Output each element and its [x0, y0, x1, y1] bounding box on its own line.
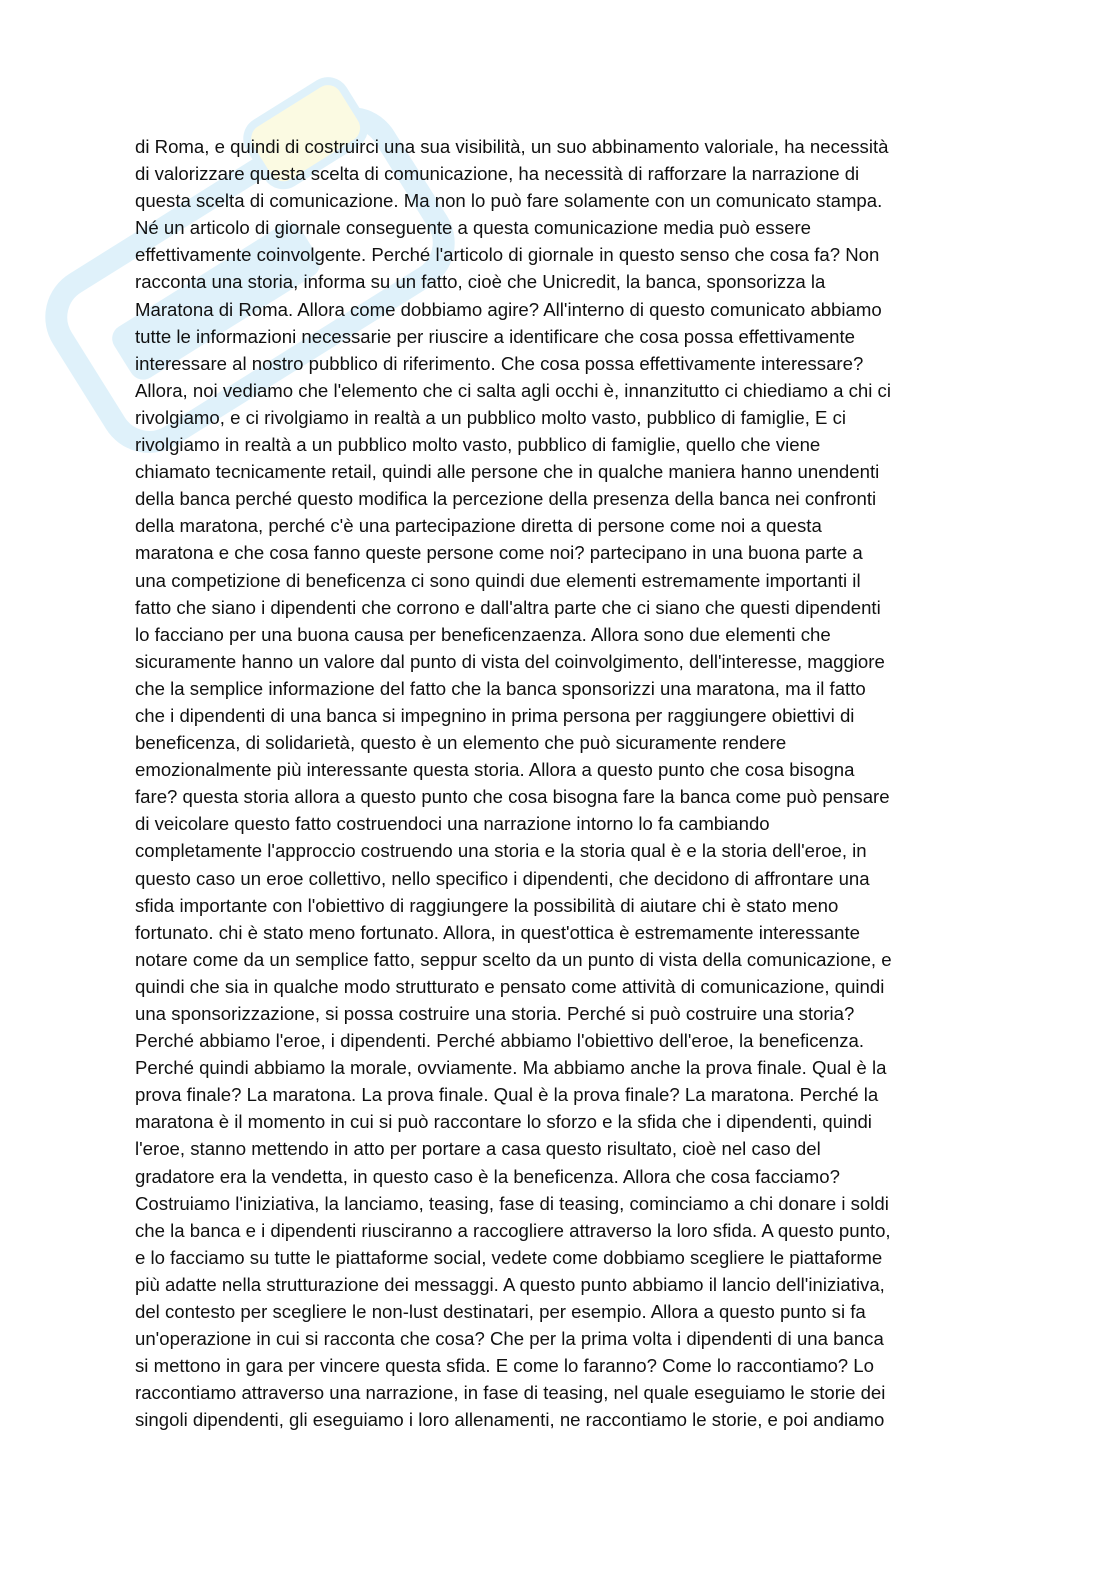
text-line: di Roma, e quindi di costruirci una sua visibilità, un suo abbinamento valoriale, ha necessità — [135, 136, 889, 157]
text-line: singoli dipendenti, gli eseguiamo i loro allenamenti, ne raccontiamo le storie, e poi andiamo — [135, 1409, 885, 1431]
text-line: questo caso un eroe collettivo, nello specifico i dipendenti, che decidono di affrontare una — [135, 867, 870, 889]
text-line: che la semplice informazione del fatto che la banca sponsorizzi una maratona, ma il fatto — [135, 677, 866, 699]
text-line: gradatore era la vendetta, in questo caso è la beneficenza. Allora che cosa facciamo? — [135, 1165, 840, 1187]
text-line: si mettono in gara per vincere questa sfida. E come lo faranno? Come lo raccontiamo? Lo — [135, 1355, 874, 1377]
text-line: fortunato. chi è stato meno fortunato. Allora, in quest'ottica è estremamente interessante — [135, 921, 860, 943]
text-line: Maratona di Roma. Allora come dobbiamo agire? All'interno di questo comunicato abbiamo — [135, 298, 882, 320]
text-line: rivolgiamo in realtà a un pubblico molto vasto, pubblico di famiglie, quello che viene — [135, 434, 821, 456]
text-line: questa scelta di comunicazione. Ma non lo può fare solamente con un comunicato stampa. — [135, 190, 883, 212]
text-line: completamente l'approccio costruendo una storia e la storia qual è e la storia dell'eroe, in — [135, 840, 867, 862]
text-line: chiamato tecnicamente retail, quindi alle persone che in qualche maniera hanno unendenti — [135, 461, 880, 483]
text-line: più adatte nella strutturazione dei messaggi. A questo punto abbiamo il lancio dell'iniziativa, — [135, 1273, 885, 1295]
text-line: effettivamente coinvolgente. Perché l'articolo di giornale in questo senso che cosa fa? Non — [135, 244, 880, 266]
text-line: emozionalmente più interessante questa storia. Allora a questo punto che cosa bisogna — [135, 759, 855, 781]
text-line: fare? questa storia allora a questo punto che cosa bisogna fare la banca come può pensare — [135, 786, 890, 808]
document-body — [135, 133, 981, 1434]
text-line: un'operazione in cui si racconta che cosa? Che per la prima volta i dipendenti di una banca — [135, 1328, 884, 1350]
text-line: della banca perché questo modifica la percezione della presenza della banca nei confronti — [135, 488, 877, 510]
text-line: Né un articolo di giornale conseguente a questa comunicazione media può essere — [135, 217, 812, 239]
text-line: di veicolare questo fatto costruendoci una narrazione intorno lo fa cambiando — [135, 813, 770, 835]
text-line: che la banca e i dipendenti riusciranno a raccogliere attraverso la loro sfida. A questo punto, — [135, 1219, 891, 1241]
text-line: e lo facciamo su tutte le piattaforme social, vedete come dobbiamo scegliere le piattaforme — [135, 1246, 883, 1268]
text-line: Perché abbiamo l'eroe, i dipendenti. Perché abbiamo l'obiettivo dell'eroe, la beneficenza. — [135, 1030, 865, 1052]
text-line: notare come da un semplice fatto, seppur scelto da un punto di vista della comunicazione, e — [135, 948, 892, 970]
text-line: Perché quindi abbiamo la morale, ovviamente. Ma abbiamo anche la prova finale. Qual è la — [135, 1057, 887, 1079]
text-line: prova finale? La maratona. La prova finale. Qual è la prova finale? La maratona. Perché la — [135, 1084, 879, 1106]
text-line: rivolgiamo, e ci rivolgiamo in realtà a un pubblico molto vasto, pubblico di famiglie, E ci — [135, 406, 847, 428]
text-line: fatto che siano i dipendenti che corrono e dall'altra parte che ci siano che questi dipendenti — [135, 596, 881, 618]
text-line: della maratona, perché c'è una partecipazione diretta di persone come noi a questa — [135, 515, 822, 537]
text-line: maratona e che cosa fanno queste persone come noi? partecipano in una buona parte a — [135, 542, 863, 564]
text-line: del contesto per scegliere le non-lust destinatari, per esempio. Allora a questo punto si fa — [135, 1301, 866, 1323]
text-line: una sponsorizzazione, si possa costruire una storia. Perché si può costruire una storia? — [135, 1003, 855, 1024]
text-line: di valorizzare questa scelta di comunicazione, ha necessità di rafforzare la narrazione di — [135, 163, 860, 185]
text-line: Allora, noi vediamo che l'elemento che ci salta agli occhi è, innanzitutto ci chiediamo a chi ci — [135, 379, 891, 401]
text-line: una competizione di beneficenza ci sono quindi due elementi estremamente importanti il — [135, 569, 861, 591]
text-line: lo facciano per una buona causa per beneficenzaenza. Allora sono due elementi che — [135, 623, 831, 645]
text-line: sfida importante con l'obiettivo di raggiungere la possibilità di aiutare chi è stato meno — [135, 894, 839, 916]
text-line: l'eroe, stanno mettendo in atto per portare a casa questo risultato, cioè nel caso del — [135, 1138, 821, 1160]
text-line: che i dipendenti di una banca si impegnino in prima persona per raggiungere obiettivi di — [135, 704, 855, 726]
text-line: tutte le informazioni necessarie per riuscire a identificare che cosa possa effettivamente — [135, 325, 856, 347]
text-line: maratona è il momento in cui si può raccontare lo sforzo e la sfida che i dipendenti, quindi — [135, 1111, 872, 1133]
text-line: Costruiamo l'iniziativa, la lanciamo, teasing, fase di teasing, cominciamo a chi donare i soldi — [135, 1192, 889, 1214]
text-line: raccontiamo attraverso una narrazione, in fase di teasing, nel quale eseguiamo le storie dei — [135, 1382, 886, 1404]
text-line: sicuramente hanno un valore dal punto di vista del coinvolgimento, dell'interesse, maggiore — [135, 650, 885, 672]
text-line: quindi che sia in qualche modo strutturato e pensato come attività di comunicazione, quindi — [135, 975, 885, 997]
text-line: racconta una storia, informa su un fatto, cioè che Unicredit, la banca, sponsorizza la — [135, 271, 826, 293]
text-line: interessare al nostro pubblico di riferimento. Che cosa possa effettivamente interessare? — [135, 352, 864, 374]
text-line: beneficenza, di solidarietà, questo è un elemento che può sicuramente rendere — [135, 732, 787, 754]
